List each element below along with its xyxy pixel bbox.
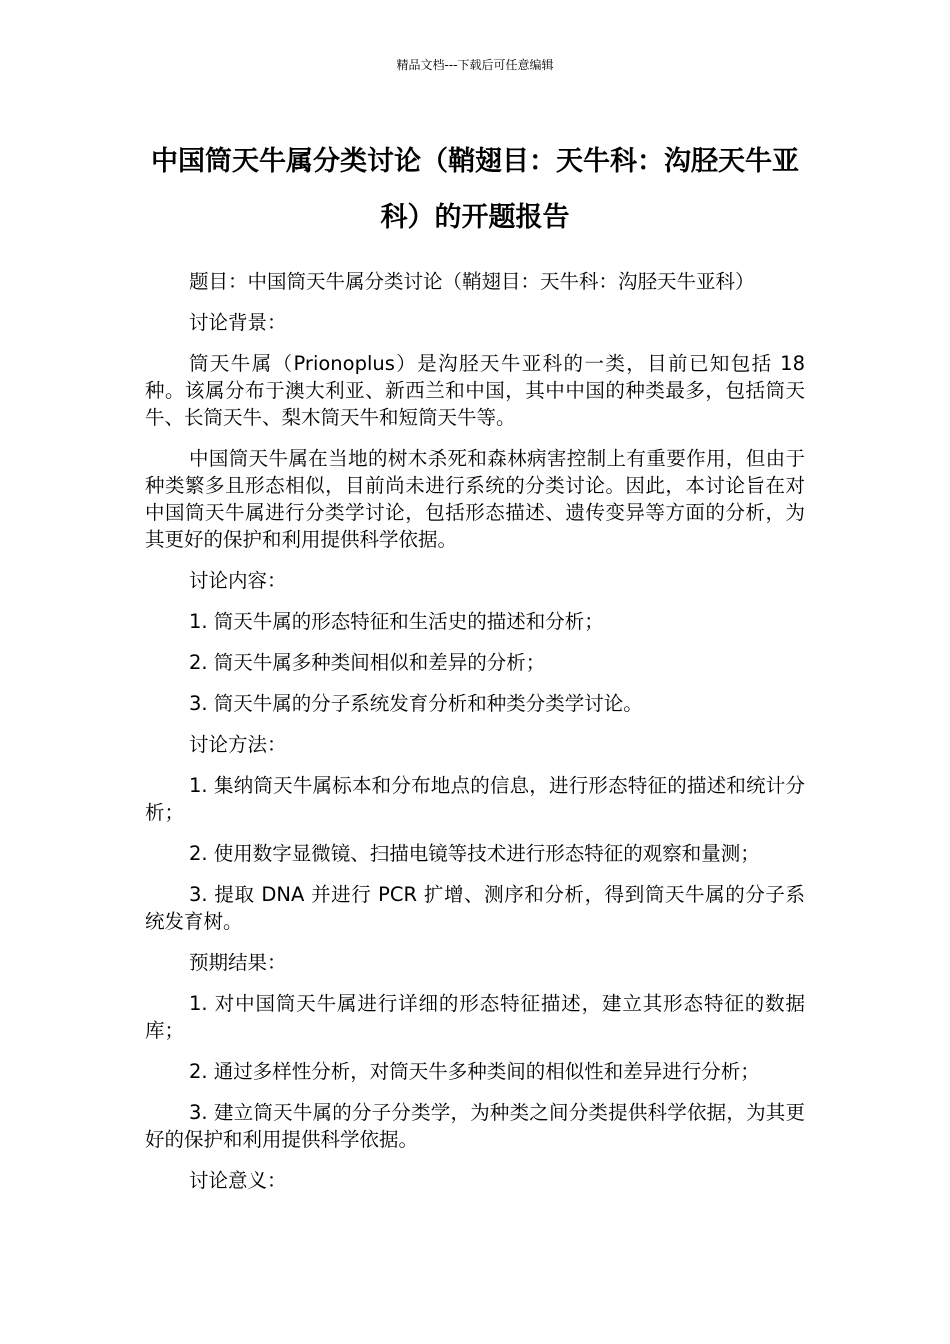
list-item-content-1: 1. 筒天牛属的形态特征和生活史的描述和分析； <box>189 610 604 633</box>
list-item-method-2: 2. 使用数字显微镜、扫描电镜等技术进行形态特征的观察和量测； <box>189 842 760 865</box>
list-item-method-3: 3. 提取 DNA 并进行 PCR 扩增、测序和分析，得到筒天牛属的分子系统发育树。 <box>145 883 805 933</box>
document-title: 中国筒天牛属分类讨论（鞘翅目：天牛科：沟胫天牛亚科）的开题报告 <box>151 146 799 233</box>
heading-significance: 讨论意义： <box>189 1169 287 1192</box>
paragraph-background-1: 筒天牛属（Prionoplus）是沟胫天牛亚科的一类，目前已知包括 18 种。该属分布于澳大利亚、新西兰和中国，其中中国的种类最多，包括筒天牛、长筒天牛、梨木筒天牛和短筒天牛等。 <box>145 352 805 429</box>
list-item-content-2: 2. 筒天牛属多种类间相似和差异的分析； <box>189 651 546 674</box>
list-item-result-2: 2. 通过多样性分析，对筒天牛多种类间的相似性和差异进行分析； <box>189 1060 760 1083</box>
paragraph-background-2: 中国筒天牛属在当地的树木杀死和森林病害控制上有重要作用，但由于种类繁多且形态相似，目前尚未进行系统的分类讨论。因此，本讨论旨在对中国筒天牛属进行分类学讨论，包括形态描述、遗传变异等方面的分析，为其更好的保护和利用提供科学依据。 <box>145 447 805 551</box>
heading-content: 讨论内容： <box>189 569 287 592</box>
list-item-result-1: 1. 对中国筒天牛属进行详细的形态特征描述，建立其形态特征的数据库； <box>145 992 805 1042</box>
heading-expected-results: 预期结果： <box>189 951 287 974</box>
header-note: 精品文档---下载后可任意编辑 <box>396 58 554 72</box>
paragraph-topic: 题目：中国筒天牛属分类讨论（鞘翅目：天牛科：沟胫天牛亚科） <box>189 270 755 293</box>
list-item-result-3: 3. 建立筒天牛属的分子分类学，为种类之间分类提供科学依据，为其更好的保护和利用提供科学依据。 <box>145 1101 805 1151</box>
document-body <box>145 268 805 1208</box>
list-item-method-1: 1. 集纳筒天牛属标本和分布地点的信息，进行形态特征的描述和统计分析； <box>145 774 805 824</box>
heading-background: 讨论背景： <box>189 311 287 334</box>
heading-methods: 讨论方法： <box>189 733 287 756</box>
list-item-content-3: 3. 筒天牛属的分子系统发育分析和种类分类学讨论。 <box>189 692 643 715</box>
